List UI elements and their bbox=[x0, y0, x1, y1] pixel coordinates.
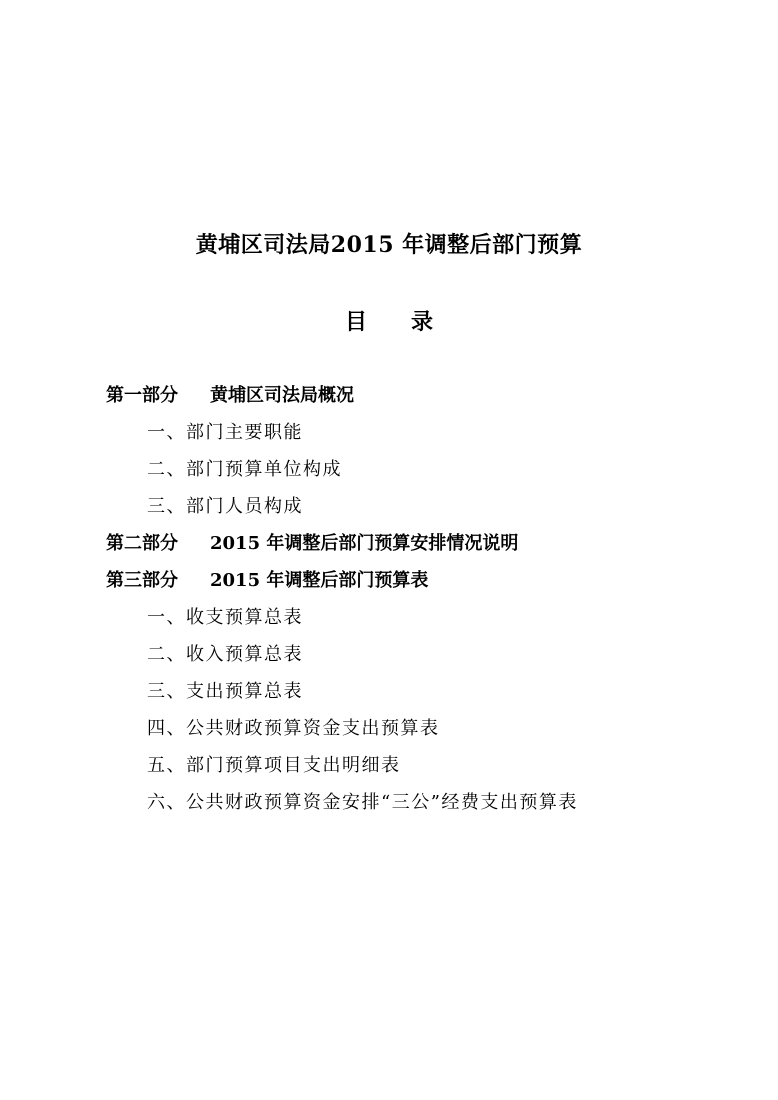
toc-item-part1-1[interactable]: 一、部门主要职能 bbox=[147, 422, 303, 443]
toc-part-2[interactable] bbox=[106, 530, 518, 558]
toc-part-1[interactable] bbox=[106, 382, 354, 410]
toc-heading bbox=[0, 305, 778, 336]
toc-part-title: 2015 年调整后部门预算安排情况说明 bbox=[210, 533, 519, 554]
toc-item-part3-6[interactable]: 六、公共财政预算资金安排“三公”经费支出预算表 bbox=[147, 792, 578, 813]
toc-item-part3-5[interactable]: 五、部门预算项目支出明细表 bbox=[147, 755, 401, 776]
toc-heading-left: 目 bbox=[344, 309, 367, 335]
toc-item-part3-1[interactable]: 一、收支预算总表 bbox=[147, 607, 303, 628]
toc-part-number: 第一部分 bbox=[106, 385, 178, 406]
toc-heading-right: 录 bbox=[411, 309, 434, 335]
toc-part-title: 黄埔区司法局概况 bbox=[210, 385, 354, 406]
toc-item-part1-3[interactable]: 三、部门人员构成 bbox=[147, 496, 303, 517]
document-title: 黄埔区司法局2015 年调整后部门预算 bbox=[195, 232, 583, 258]
toc-item-part3-3[interactable]: 三、支出预算总表 bbox=[147, 681, 303, 702]
toc-part-number: 第二部分 bbox=[106, 533, 178, 554]
toc-part-title: 2015 年调整后部门预算表 bbox=[210, 570, 429, 591]
toc-item-part3-2[interactable]: 二、收入预算总表 bbox=[147, 644, 303, 665]
toc-part-number: 第三部分 bbox=[106, 570, 178, 591]
toc-item-part3-4[interactable]: 四、公共财政预算资金支出预算表 bbox=[147, 718, 440, 739]
toc-part-3[interactable] bbox=[106, 567, 428, 595]
toc-item-part1-2[interactable]: 二、部门预算单位构成 bbox=[147, 459, 342, 480]
